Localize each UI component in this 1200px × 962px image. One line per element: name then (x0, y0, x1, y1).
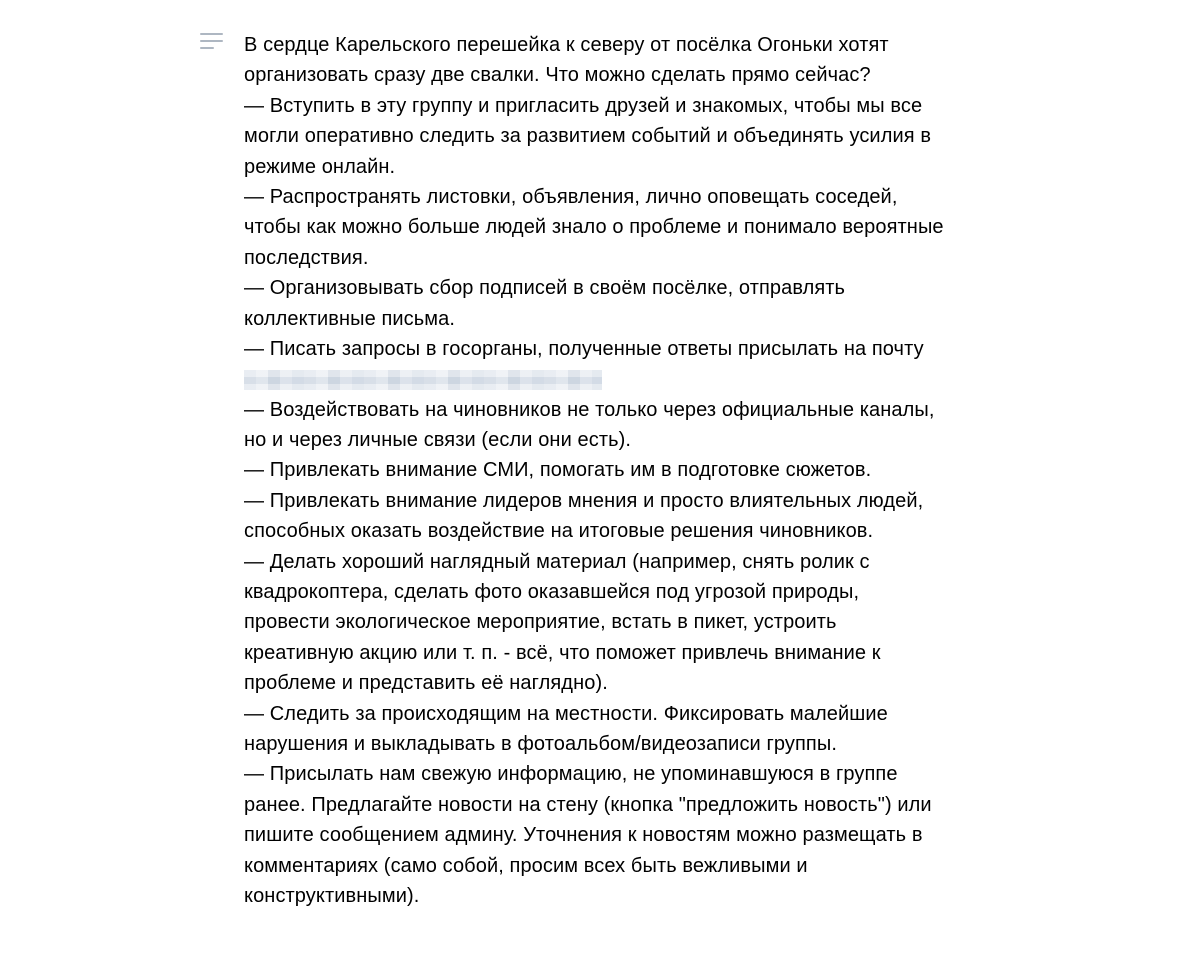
description-line: но и через личные связи (если они есть). (244, 429, 632, 452)
description-line: — Воздействовать на чиновников не только через официальные каналы, (244, 398, 935, 421)
description-line: — Организовывать сбор подписей в своём посёлке, отправлять (244, 277, 846, 300)
description-line: комментариях (само собой, просим всех быть вежливыми и (244, 854, 808, 877)
text-lines-icon (200, 33, 224, 55)
description-line: нарушения и выкладывать в фотоальбом/видеозаписи группы. (244, 732, 837, 755)
icon-line (200, 33, 223, 35)
description-line: провести экологическое мероприятие, встать в пикет, устроить (244, 611, 837, 634)
description-line: — Следить за происходящим на местности. Фиксировать малейшие (244, 702, 888, 725)
group-description (244, 30, 1024, 911)
description-line: режиме онлайн. (244, 155, 396, 178)
description-line: проблеме и представить её наглядно). (244, 672, 608, 695)
description-line: — Привлекать внимание лидеров мнения и просто влиятельных людей, (244, 489, 924, 512)
description-line: чтобы как можно больше людей знало о проблеме и понимало вероятные (244, 216, 944, 239)
description-line: способных оказать воздействие на итоговые решения чиновников. (244, 520, 874, 543)
description-line: — Вступить в эту группу и пригласить друзей и знакомых, чтобы мы все (244, 94, 923, 117)
icon-line (200, 47, 214, 49)
description-line: В сердце Карельского перешейка к северу от посёлка Огоньки хотят (244, 34, 889, 56)
description-line: пишите сообщением админу. Уточнения к новостям можно размещать в (244, 824, 923, 847)
description-line: квадрокоптера, сделать фото оказавшейся под угрозой природы, (244, 581, 860, 604)
description-line: — Писать запросы в госорганы, полученные ответы присылать на почту (244, 337, 924, 360)
description-line: конструктивными). (244, 884, 420, 907)
description-line: организовать сразу две свалки. Что можно сделать прямо сейчас? (244, 64, 871, 87)
redacted-email-line (244, 364, 1024, 394)
description-line: коллективные письма. (244, 307, 456, 330)
icon-line (200, 40, 223, 42)
description-line: последствия. (244, 246, 369, 269)
description-line: — Распространять листовки, объявления, лично оповещать соседей, (244, 185, 898, 208)
description-line: могли оперативно следить за развитием событий и объединять усилия в (244, 125, 932, 148)
description-line: ранее. Предлагайте новости на стену (кнопка "предложить новость") или (244, 793, 932, 816)
description-line: — Делать хороший наглядный материал (например, снять ролик с (244, 550, 870, 573)
redacted-email (244, 370, 602, 390)
description-line: креативную акцию или т. п. - всё, что поможет привлечь внимание к (244, 641, 881, 664)
description-line: — Присылать нам свежую информацию, не упоминавшуюся в группе (244, 763, 898, 786)
description-line: — Привлекать внимание СМИ, помогать им в подготовке сюжетов. (244, 459, 872, 482)
